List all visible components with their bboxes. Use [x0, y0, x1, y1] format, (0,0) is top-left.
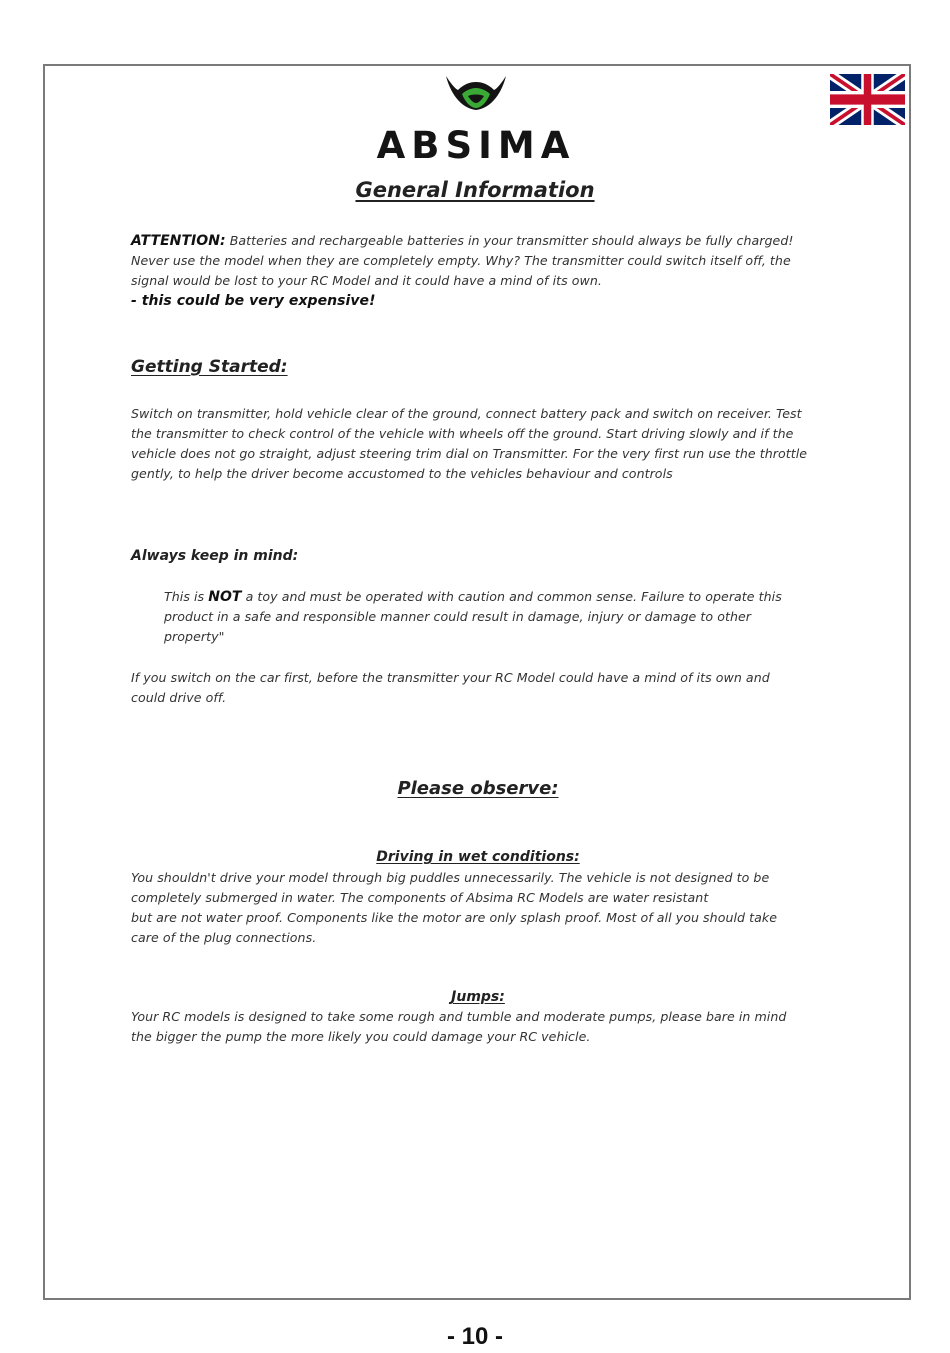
absima-wordmark: ABSIMA	[376, 124, 576, 167]
quote-line-3: property"	[164, 629, 225, 644]
quote-line-1: a toy and must be operated with caution and common sense. Failure to operate this	[241, 589, 782, 604]
page-title: General Information	[355, 178, 595, 202]
always-keep-note	[131, 668, 770, 708]
wet-line-2: completely submerged in water. The components of Absima RC Models are water resistant	[131, 890, 709, 905]
attention-line-3: signal would be lost to your RC Model and it could have a mind of its own.	[131, 273, 602, 288]
getting-started-heading: Getting Started:	[131, 357, 288, 377]
please-observe-heading: Please observe:	[397, 778, 559, 799]
note-line-1: If you switch on the car first, before the transmitter your RC Model could have a mind of its own and	[131, 670, 770, 685]
quote-not: NOT	[208, 589, 242, 605]
quote-pre: This is	[164, 589, 209, 604]
attention-paragraph	[131, 231, 793, 311]
getting-started-line-4: gently, to help the driver become accustomed to the vehicles behaviour and controls	[131, 466, 673, 481]
always-keep-heading: Always keep in mind:	[131, 548, 299, 564]
page-number: - 10 -	[446, 1323, 503, 1350]
jumps-line-1: Your RC models is designed to take some rough and tumble and moderate pumps, please bare in mind	[131, 1009, 787, 1024]
quote-line-2: product in a safe and responsible manner could result in damage, injury or damage to other	[164, 609, 751, 624]
absima-logo	[322, 72, 630, 167]
absima-emblem-icon	[322, 72, 630, 132]
uk-flag-icon	[830, 74, 905, 125]
jumps-heading: Jumps:	[451, 989, 505, 1005]
attention-warning: - this could be very expensive!	[131, 293, 376, 309]
wet-line-1: You shouldn't drive your model through big puddles unnecessarily. The vehicle is not designed to be	[131, 870, 770, 885]
wet-line-4: care of the plug connections.	[131, 930, 317, 945]
getting-started-line-2: the transmitter to check control of the vehicle with wheels off the ground. Start driving slowly and if the	[131, 426, 794, 441]
always-keep-quote	[164, 587, 782, 647]
getting-started-line-1: Switch on transmitter, hold vehicle clear of the ground, connect battery pack and switch on receiver. Test	[131, 406, 802, 421]
getting-started-paragraph	[131, 404, 807, 484]
note-line-2: could drive off.	[131, 690, 227, 705]
jumps-paragraph	[131, 1007, 786, 1047]
wet-line-3: but are not water proof. Components like the motor are only splash proof. Most of all you should take	[131, 910, 778, 925]
jumps-line-2: the bigger the pump the more likely you could damage your RC vehicle.	[131, 1029, 591, 1044]
attention-line-2: Never use the model when they are completely empty. Why? The transmitter could switch itself off, the	[131, 253, 791, 268]
wet-conditions-paragraph	[131, 868, 777, 948]
attention-line-1: Batteries and rechargeable batteries in your transmitter should always be fully charged!	[225, 233, 794, 248]
attention-label: ATTENTION:	[131, 233, 226, 249]
getting-started-line-3: vehicle does not go straight, adjust steering trim dial on Transmitter. For the very first run use the throttle	[131, 446, 808, 461]
wet-conditions-heading: Driving in wet conditions:	[376, 849, 580, 865]
